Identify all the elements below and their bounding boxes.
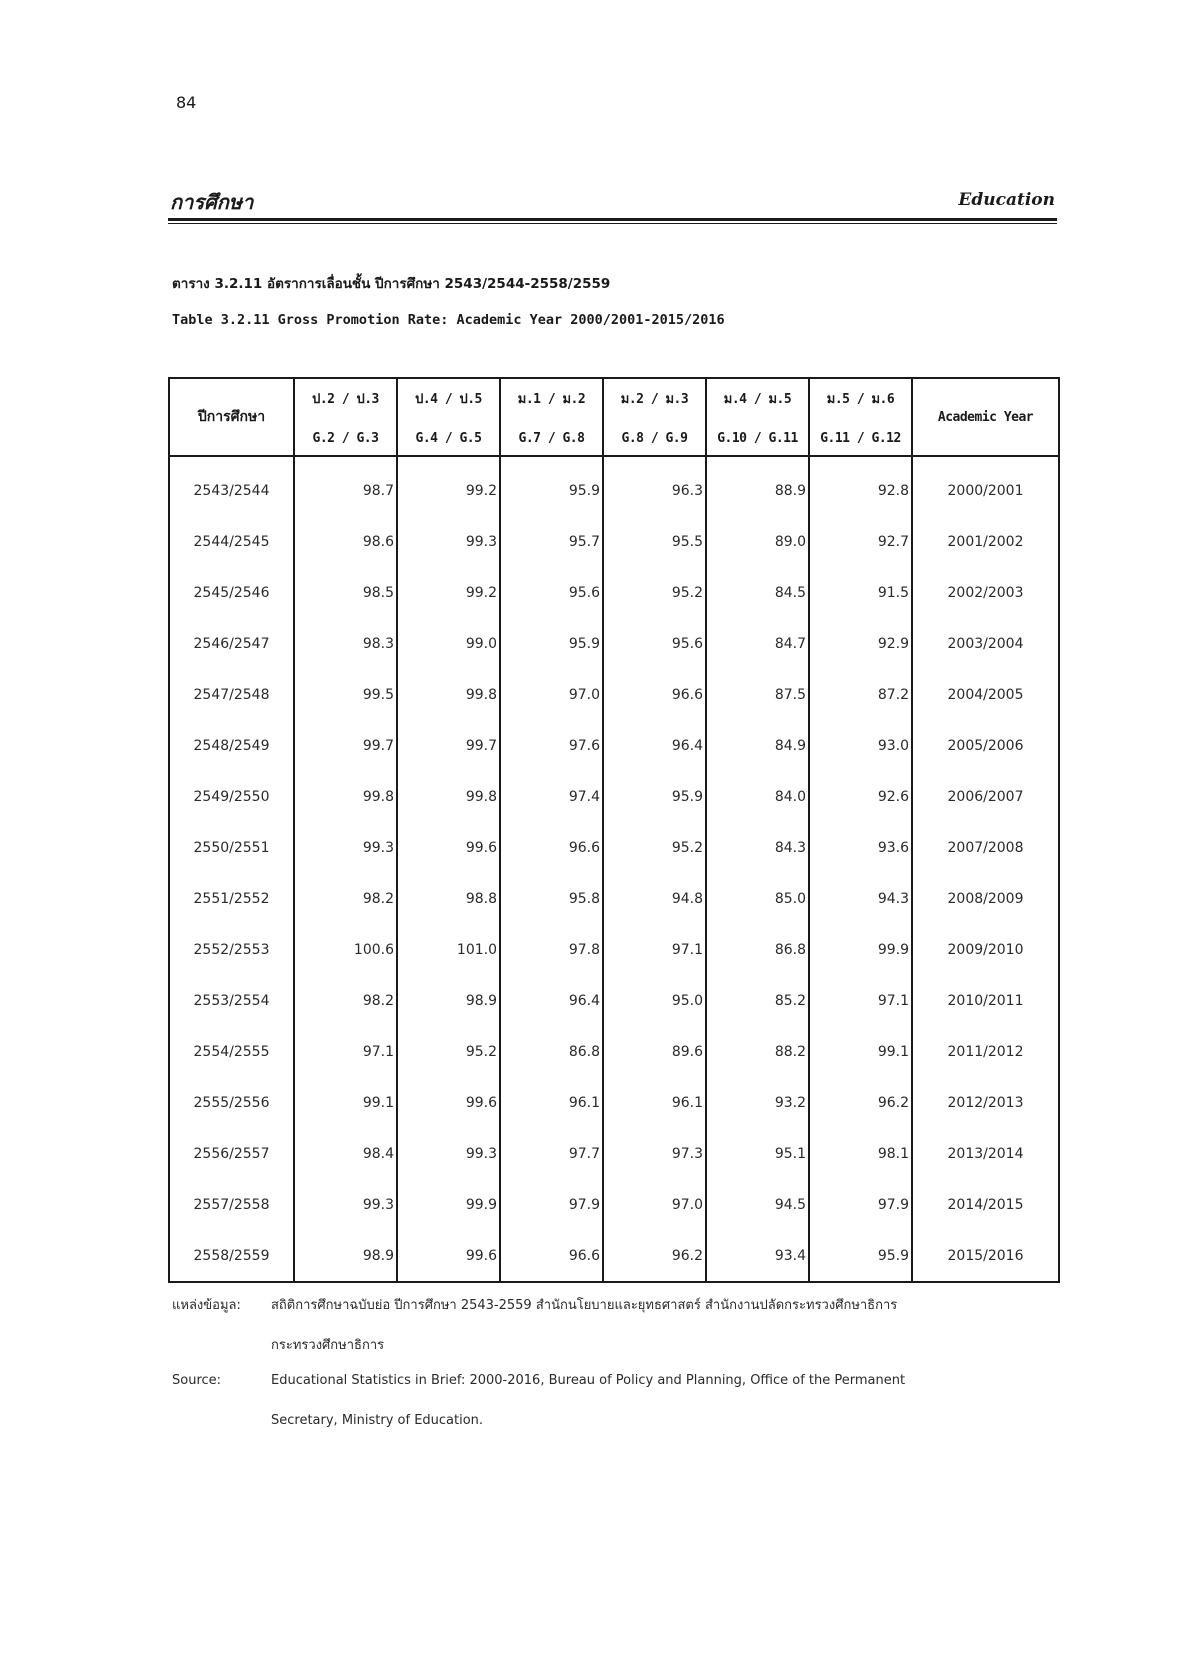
cell-rate: 86.8 [706, 924, 809, 975]
cell-rate: 95.9 [500, 618, 603, 669]
cell-rate: 99.8 [294, 771, 397, 822]
table-row [169, 1179, 1059, 1230]
cell-rate: 98.6 [294, 516, 397, 567]
cell-rate: 96.6 [500, 1230, 603, 1282]
cell-rate: 92.9 [809, 618, 912, 669]
cell-rate: 99.7 [294, 720, 397, 771]
cell-rate: 96.4 [500, 975, 603, 1026]
cell-rate: 99.3 [294, 1179, 397, 1230]
cell-rate: 98.9 [397, 975, 500, 1026]
table-row [169, 618, 1059, 669]
cell-rate: 99.6 [397, 1230, 500, 1282]
cell-rate: 98.1 [809, 1128, 912, 1179]
header-grade: ม.1 / ม.2 G.7 / G.8 [500, 378, 603, 456]
cell-rate: 98.4 [294, 1128, 397, 1179]
cell-rate: 95.2 [397, 1026, 500, 1077]
header-grade: ป.2 / ป.3 G.2 / G.3 [294, 378, 397, 456]
cell-year-thai: 2544/2545 [193, 533, 270, 550]
cell-rate: 94.3 [809, 873, 912, 924]
cell-rate: 97.1 [809, 975, 912, 1026]
header-grade: ม.4 / ม.5 G.10 / G.11 [706, 378, 809, 456]
cell-rate: 96.2 [603, 1230, 706, 1282]
header-rule-thin [168, 223, 1057, 224]
cell-rate: 93.0 [809, 720, 912, 771]
cell-year-thai: 2551/2552 [193, 890, 270, 907]
cell-rate: 92.6 [809, 771, 912, 822]
cell-rate: 97.7 [500, 1128, 603, 1179]
cell-rate: 95.6 [500, 567, 603, 618]
cell-rate: 99.5 [294, 669, 397, 720]
table-row [169, 771, 1059, 822]
cell-year-thai: 2558/2559 [193, 1247, 270, 1264]
table-row [169, 516, 1059, 567]
cell-rate: 95.6 [603, 618, 706, 669]
table-row [169, 567, 1059, 618]
cell-rate: 94.5 [706, 1179, 809, 1230]
cell-rate: 97.9 [809, 1179, 912, 1230]
cell-rate: 88.9 [706, 456, 809, 516]
cell-rate: 95.1 [706, 1128, 809, 1179]
section-header-english: Education [958, 190, 1055, 210]
cell-rate: 98.2 [294, 873, 397, 924]
promotion-rate-table [168, 377, 1060, 1283]
cell-rate: 99.8 [397, 669, 500, 720]
cell-rate: 96.1 [603, 1077, 706, 1128]
cell-rate: 97.1 [294, 1026, 397, 1077]
cell-rate: 93.6 [809, 822, 912, 873]
source-text-english-cont: Secretary, Ministry of Education. [271, 1413, 484, 1428]
source-text-thai: สถิติการศึกษาฉบับย่อ ปีการศึกษา 2543-2559 สำนักนโยบายและยุทธศาสตร์ สำนักงานปลัดกระทรวงศึกษาธิการ [271, 1298, 898, 1313]
cell-academic-year: 2011/2012 [912, 1026, 1059, 1077]
cell-rate: 87.2 [809, 669, 912, 720]
cell-rate: 97.9 [500, 1179, 603, 1230]
cell-year-thai: 2549/2550 [193, 788, 270, 805]
cell-academic-year: 2012/2013 [912, 1077, 1059, 1128]
table-body [169, 456, 1059, 1282]
header-year-thai: ปีการศึกษา [169, 378, 294, 456]
source-label-thai: แหล่งข้อมูล: [172, 1298, 241, 1313]
cell-rate: 95.2 [603, 822, 706, 873]
cell-rate: 99.8 [397, 771, 500, 822]
cell-year-thai: 2555/2556 [193, 1094, 270, 1111]
cell-rate: 95.0 [603, 975, 706, 1026]
table-row [169, 456, 1059, 516]
cell-rate: 100.6 [294, 924, 397, 975]
cell-rate: 84.7 [706, 618, 809, 669]
cell-rate: 98.5 [294, 567, 397, 618]
cell-rate: 97.4 [500, 771, 603, 822]
cell-rate: 99.1 [809, 1026, 912, 1077]
cell-year-thai: 2546/2547 [193, 635, 270, 652]
cell-rate: 99.6 [397, 1077, 500, 1128]
table-row [169, 1026, 1059, 1077]
cell-rate: 85.2 [706, 975, 809, 1026]
cell-rate: 86.8 [500, 1026, 603, 1077]
cell-year-thai: 2547/2548 [193, 686, 270, 703]
cell-rate: 89.6 [603, 1026, 706, 1077]
cell-rate: 97.0 [603, 1179, 706, 1230]
cell-rate: 96.3 [603, 456, 706, 516]
cell-rate: 99.1 [294, 1077, 397, 1128]
cell-rate: 98.7 [294, 456, 397, 516]
table-row [169, 1077, 1059, 1128]
cell-rate: 99.9 [397, 1179, 500, 1230]
table-header-row [169, 378, 1059, 456]
cell-rate: 99.3 [397, 516, 500, 567]
table-caption-thai: ตาราง 3.2.11 อัตราการเลื่อนชั้น ปีการศึกษา 2543/2544-2558/2559 [172, 276, 611, 292]
cell-rate: 99.3 [294, 822, 397, 873]
cell-rate: 84.3 [706, 822, 809, 873]
cell-rate: 93.2 [706, 1077, 809, 1128]
source-label-english: Source: [172, 1373, 222, 1388]
cell-academic-year: 2001/2002 [912, 516, 1059, 567]
cell-rate: 94.8 [603, 873, 706, 924]
table-row [169, 822, 1059, 873]
cell-rate: 98.9 [294, 1230, 397, 1282]
table-row [169, 1230, 1059, 1282]
cell-academic-year: 2003/2004 [912, 618, 1059, 669]
cell-rate: 97.1 [603, 924, 706, 975]
cell-rate: 92.7 [809, 516, 912, 567]
cell-year-thai: 2554/2555 [193, 1043, 270, 1060]
cell-academic-year: 2010/2011 [912, 975, 1059, 1026]
section-header-thai: การศึกษา [170, 190, 254, 214]
cell-rate: 99.7 [397, 720, 500, 771]
cell-rate: 95.9 [809, 1230, 912, 1282]
cell-year-thai: 2543/2544 [193, 482, 270, 499]
cell-academic-year: 2014/2015 [912, 1179, 1059, 1230]
header-grade: ม.2 / ม.3 G.8 / G.9 [603, 378, 706, 456]
header-academic-year: Academic Year [912, 378, 1059, 456]
cell-academic-year: 2013/2014 [912, 1128, 1059, 1179]
cell-rate: 96.2 [809, 1077, 912, 1128]
cell-rate: 99.6 [397, 822, 500, 873]
cell-academic-year: 2015/2016 [912, 1230, 1059, 1282]
table-row [169, 924, 1059, 975]
header-grade: ป.4 / ป.5 G.4 / G.5 [397, 378, 500, 456]
cell-rate: 97.3 [603, 1128, 706, 1179]
source-text-thai-cont: กระทรวงศึกษาธิการ [271, 1338, 385, 1353]
cell-academic-year: 2000/2001 [912, 456, 1059, 516]
cell-rate: 93.4 [706, 1230, 809, 1282]
cell-rate: 98.2 [294, 975, 397, 1026]
table-row [169, 669, 1059, 720]
cell-rate: 84.9 [706, 720, 809, 771]
cell-rate: 97.6 [500, 720, 603, 771]
table-row [169, 720, 1059, 771]
cell-rate: 95.8 [500, 873, 603, 924]
cell-rate: 84.5 [706, 567, 809, 618]
cell-year-thai: 2548/2549 [193, 737, 270, 754]
cell-rate: 99.3 [397, 1128, 500, 1179]
cell-academic-year: 2005/2006 [912, 720, 1059, 771]
cell-rate: 96.6 [603, 669, 706, 720]
cell-rate: 98.8 [397, 873, 500, 924]
cell-rate: 91.5 [809, 567, 912, 618]
table-row [169, 1128, 1059, 1179]
cell-rate: 96.4 [603, 720, 706, 771]
header-grade: ม.5 / ม.6 G.11 / G.12 [809, 378, 912, 456]
cell-year-thai: 2545/2546 [193, 584, 270, 601]
cell-rate: 95.7 [500, 516, 603, 567]
cell-rate: 89.0 [706, 516, 809, 567]
cell-rate: 97.8 [500, 924, 603, 975]
cell-rate: 88.2 [706, 1026, 809, 1077]
source-text-english: Educational Statistics in Brief: 2000-2016, Bureau of Policy and Planning, Office of the Permanent [271, 1373, 906, 1388]
cell-academic-year: 2002/2003 [912, 567, 1059, 618]
table-caption-english: Table 3.2.11 Gross Promotion Rate: Academic Year 2000/2001-2015/2016 [172, 312, 725, 328]
cell-rate: 99.2 [397, 567, 500, 618]
cell-year-thai: 2553/2554 [193, 992, 270, 1009]
cell-year-thai: 2550/2551 [193, 839, 270, 856]
cell-rate: 95.9 [603, 771, 706, 822]
cell-rate: 87.5 [706, 669, 809, 720]
cell-academic-year: 2009/2010 [912, 924, 1059, 975]
cell-rate: 101.0 [397, 924, 500, 975]
cell-rate: 85.0 [706, 873, 809, 924]
page-number: 84 [176, 93, 197, 112]
cell-rate: 99.9 [809, 924, 912, 975]
cell-rate: 97.0 [500, 669, 603, 720]
cell-rate: 84.0 [706, 771, 809, 822]
table-row [169, 975, 1059, 1026]
cell-year-thai: 2556/2557 [193, 1145, 270, 1162]
cell-rate: 92.8 [809, 456, 912, 516]
cell-rate: 99.2 [397, 456, 500, 516]
cell-academic-year: 2006/2007 [912, 771, 1059, 822]
header-rule-thick [168, 218, 1057, 221]
cell-rate: 99.0 [397, 618, 500, 669]
cell-rate: 96.1 [500, 1077, 603, 1128]
cell-rate: 96.6 [500, 822, 603, 873]
cell-rate: 95.5 [603, 516, 706, 567]
cell-rate: 95.9 [500, 456, 603, 516]
cell-rate: 95.2 [603, 567, 706, 618]
cell-academic-year: 2008/2009 [912, 873, 1059, 924]
table-row [169, 873, 1059, 924]
cell-year-thai: 2552/2553 [193, 941, 270, 958]
cell-year-thai: 2557/2558 [193, 1196, 270, 1213]
cell-rate: 98.3 [294, 618, 397, 669]
cell-academic-year: 2007/2008 [912, 822, 1059, 873]
cell-academic-year: 2004/2005 [912, 669, 1059, 720]
